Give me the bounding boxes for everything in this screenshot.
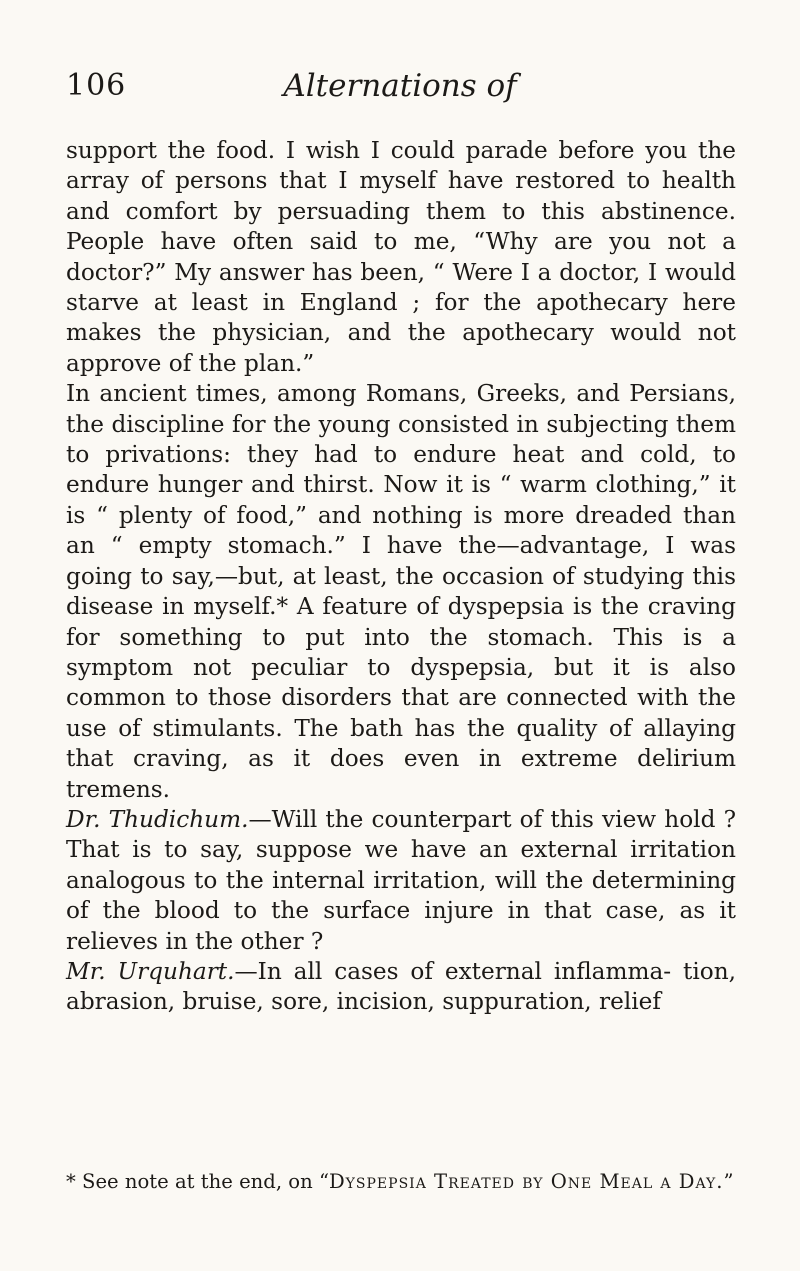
paragraph-4	[66, 957, 736, 1018]
page-header	[66, 68, 734, 108]
paragraph-3-text: —Will the counterpart of this view hold ? That is to say, suppose we have an external irritation analogous to the internal irritation, will the determining of the blood to the surface injure in that case, as it relieves in the other ?	[66, 805, 736, 955]
paragraph-2-text: In ancient times, among Romans, Greeks, and Persians, the discipline for the young consisted in subjecting them to privations: they had to endure heat and cold, to endure hunger and thirst. Now it is “ warm clothing,” it is “ plenty of food,” and nothing is more dreaded than an “ empty stomach.” I have the—advantage, I was going to say,—but, at least, the occasion of studying this disease in myself.* A feature of dyspepsia is the craving for something to put into the stomach. This is a symptom not peculiar to dyspepsia, but it is also common to those disorders that are connected with the use of stimulants. The bath has the quality of allaying that craving, as it does even in extreme delirium tremens.	[66, 380, 736, 803]
paragraph-1-text: support the food. I wish I could parade before you the array of persons that I myself have restored to health and comfort by persuading them to this abstinence. People have often said to me, “Why are you not a doctor?” My answer has been, “ Were I a doctor, I would starve at least in England ; for the apothecary here makes the physician, and the apothecary would not approve of the plan.”	[66, 137, 736, 377]
footnote-title: Dyspepsia Treated by One Meal a Day.	[328, 1170, 724, 1193]
footnote	[66, 1170, 736, 1194]
running-title: Alternations of	[283, 68, 517, 104]
speaker-name: Mr. Urquhart.	[66, 957, 235, 985]
footnote-closing: ”	[723, 1170, 734, 1193]
paragraph-2	[66, 379, 736, 805]
paragraph-4-text: —In all cases of external inflamma- tion, abrasion, bruise, sore, incision, suppuration, relief	[66, 957, 737, 1016]
body-text	[66, 136, 736, 1018]
footnote-text: * See note at the end, on “	[66, 1170, 329, 1193]
paragraph-3	[66, 805, 736, 957]
paragraph-1	[66, 136, 736, 379]
page-number: 106	[66, 68, 127, 103]
speaker-name: Dr. Thudichum.	[66, 805, 249, 833]
